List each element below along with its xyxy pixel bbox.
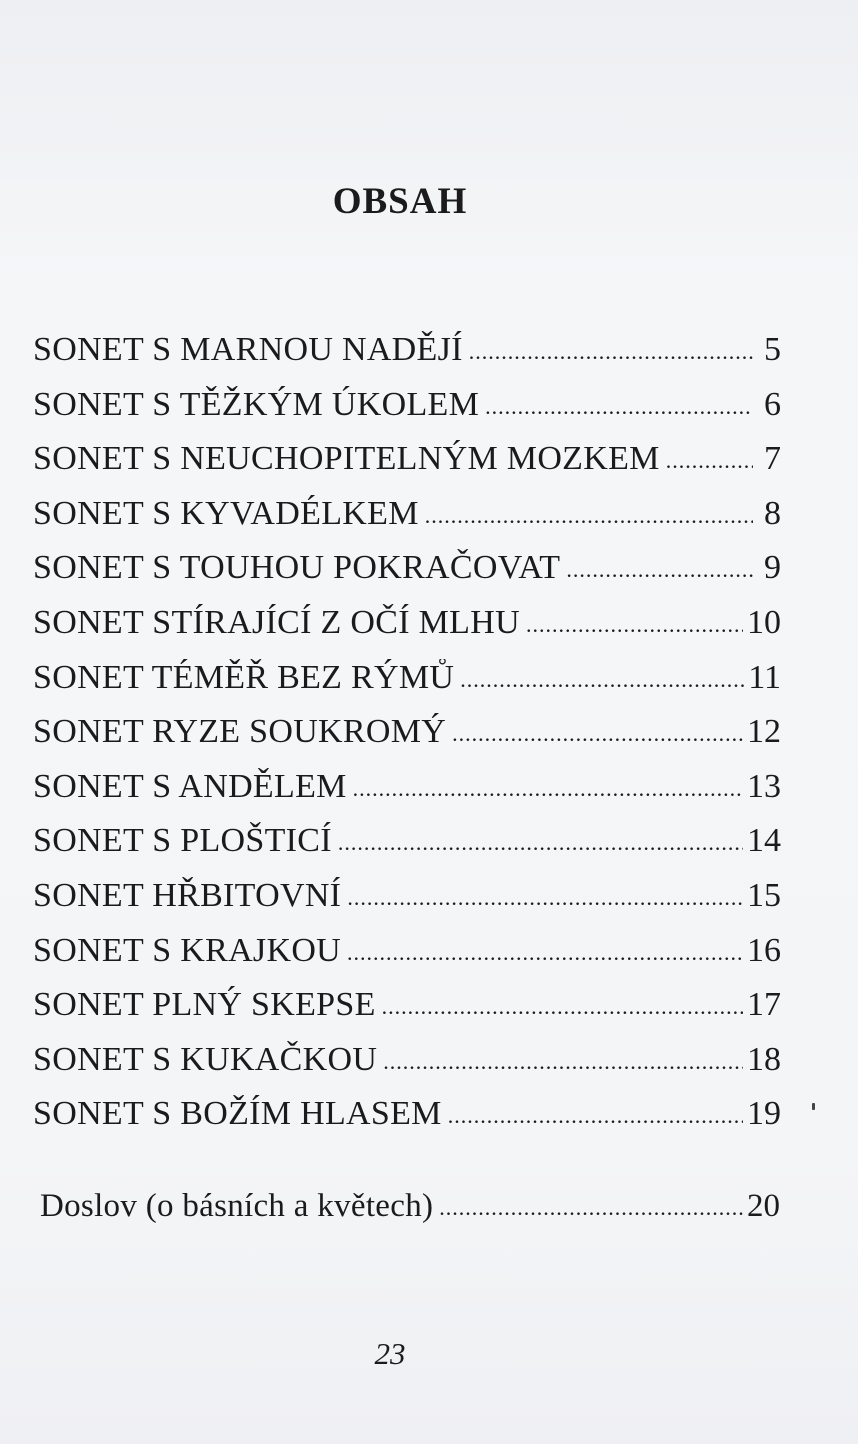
- toc-entry-title: SONET PLNÝ SKEPSE: [33, 986, 376, 1024]
- toc-entry: [33, 768, 781, 823]
- toc-entry: [33, 1041, 781, 1096]
- toc-entry: [33, 604, 781, 659]
- toc-entry-title: SONET S BOŽÍM HLASEM: [33, 1095, 442, 1133]
- toc-entry: [33, 549, 781, 604]
- toc-entry-title: SONET S KUKAČKOU: [33, 1040, 378, 1078]
- toc-entry: [33, 986, 781, 1041]
- toc-entry: [33, 822, 781, 877]
- leader-dots: [347, 938, 743, 968]
- toc-entry-title: SONET S ANDĚLEM: [33, 767, 347, 805]
- toc-entry-title: SONET S TOUHOU POKRAČOVAT: [33, 549, 561, 587]
- leader-dots: [425, 501, 753, 531]
- toc-entry-page: 18: [747, 1040, 781, 1078]
- toc-entry-title: SONET RYZE SOUKROMÝ: [33, 713, 447, 751]
- toc-entry: [33, 495, 781, 550]
- toc-entry-title: SONET S KYVADÉLKEM: [33, 494, 419, 532]
- toc-entry: [33, 331, 781, 386]
- toc-entry: [33, 386, 781, 441]
- page-number: 23: [374, 1336, 406, 1371]
- toc-entry-page: 17: [747, 986, 781, 1024]
- leader-dots: [353, 774, 743, 804]
- toc-entry-page: 12: [747, 713, 781, 751]
- toc-entry-title: SONET STÍRAJÍCÍ Z OČÍ MLHU: [33, 603, 520, 641]
- leader-dots: [460, 665, 744, 695]
- toc-entry: [33, 440, 781, 495]
- leader-dots: [439, 1193, 743, 1223]
- toc-entry-page: 8: [764, 494, 781, 532]
- leader-dots: [338, 828, 743, 858]
- leader-dots: [485, 392, 753, 422]
- toc-entry-page: 20: [747, 1188, 780, 1224]
- toc-entry: [33, 1095, 781, 1150]
- leader-dots: [666, 446, 753, 476]
- toc-entry: [33, 659, 781, 714]
- toc-entry-page: 6: [764, 385, 781, 423]
- leader-dots: [347, 883, 743, 913]
- toc-entry-title: SONET S MARNOU NADĚJÍ: [33, 331, 463, 368]
- toc-entry-page: 7: [764, 440, 781, 478]
- toc-entry-title: SONET S KRAJKOU: [33, 931, 342, 969]
- toc-entry: [33, 877, 781, 932]
- leader-dots: [448, 1101, 743, 1131]
- toc-entry-title: SONET HŘBITOVNÍ: [33, 876, 342, 914]
- toc-entry-title: Doslov (o básních a květech): [40, 1188, 434, 1224]
- print-speck: [812, 1103, 815, 1110]
- toc-entry-page: 19: [747, 1095, 781, 1133]
- toc-entry: [33, 713, 781, 768]
- toc-entry-title: SONET TÉMĚŘ BEZ RÝMŮ: [33, 658, 455, 696]
- toc-entry-page: 13: [747, 767, 781, 805]
- leader-dots: [469, 337, 753, 367]
- page-title: OBSAH: [332, 181, 468, 222]
- leader-dots: [526, 610, 743, 640]
- toc-entry-page: 15: [747, 876, 781, 914]
- toc-entry: [40, 1188, 780, 1243]
- toc-entry-page: 10: [747, 603, 781, 641]
- leader-dots: [382, 992, 743, 1022]
- toc-entry-page: 5: [764, 331, 781, 368]
- toc-entry-title: SONET S NEUCHOPITELNÝM MOZKEM: [33, 440, 660, 478]
- toc-entry-page: 14: [747, 822, 781, 860]
- leader-dots: [566, 555, 753, 585]
- toc-entry-title: SONET S PLOŠTICÍ: [33, 822, 332, 860]
- toc-entry-page: 16: [747, 931, 781, 969]
- leader-dots: [452, 719, 743, 749]
- toc-entry: [33, 932, 781, 987]
- toc-entry-title: SONET S TĚŽKÝM ÚKOLEM: [33, 385, 480, 423]
- afterword-entry: [40, 1188, 780, 1243]
- table-of-contents: [33, 331, 781, 1150]
- toc-entry-page: 9: [764, 549, 781, 587]
- toc-entry-page: 11: [748, 658, 781, 696]
- leader-dots: [383, 1047, 743, 1077]
